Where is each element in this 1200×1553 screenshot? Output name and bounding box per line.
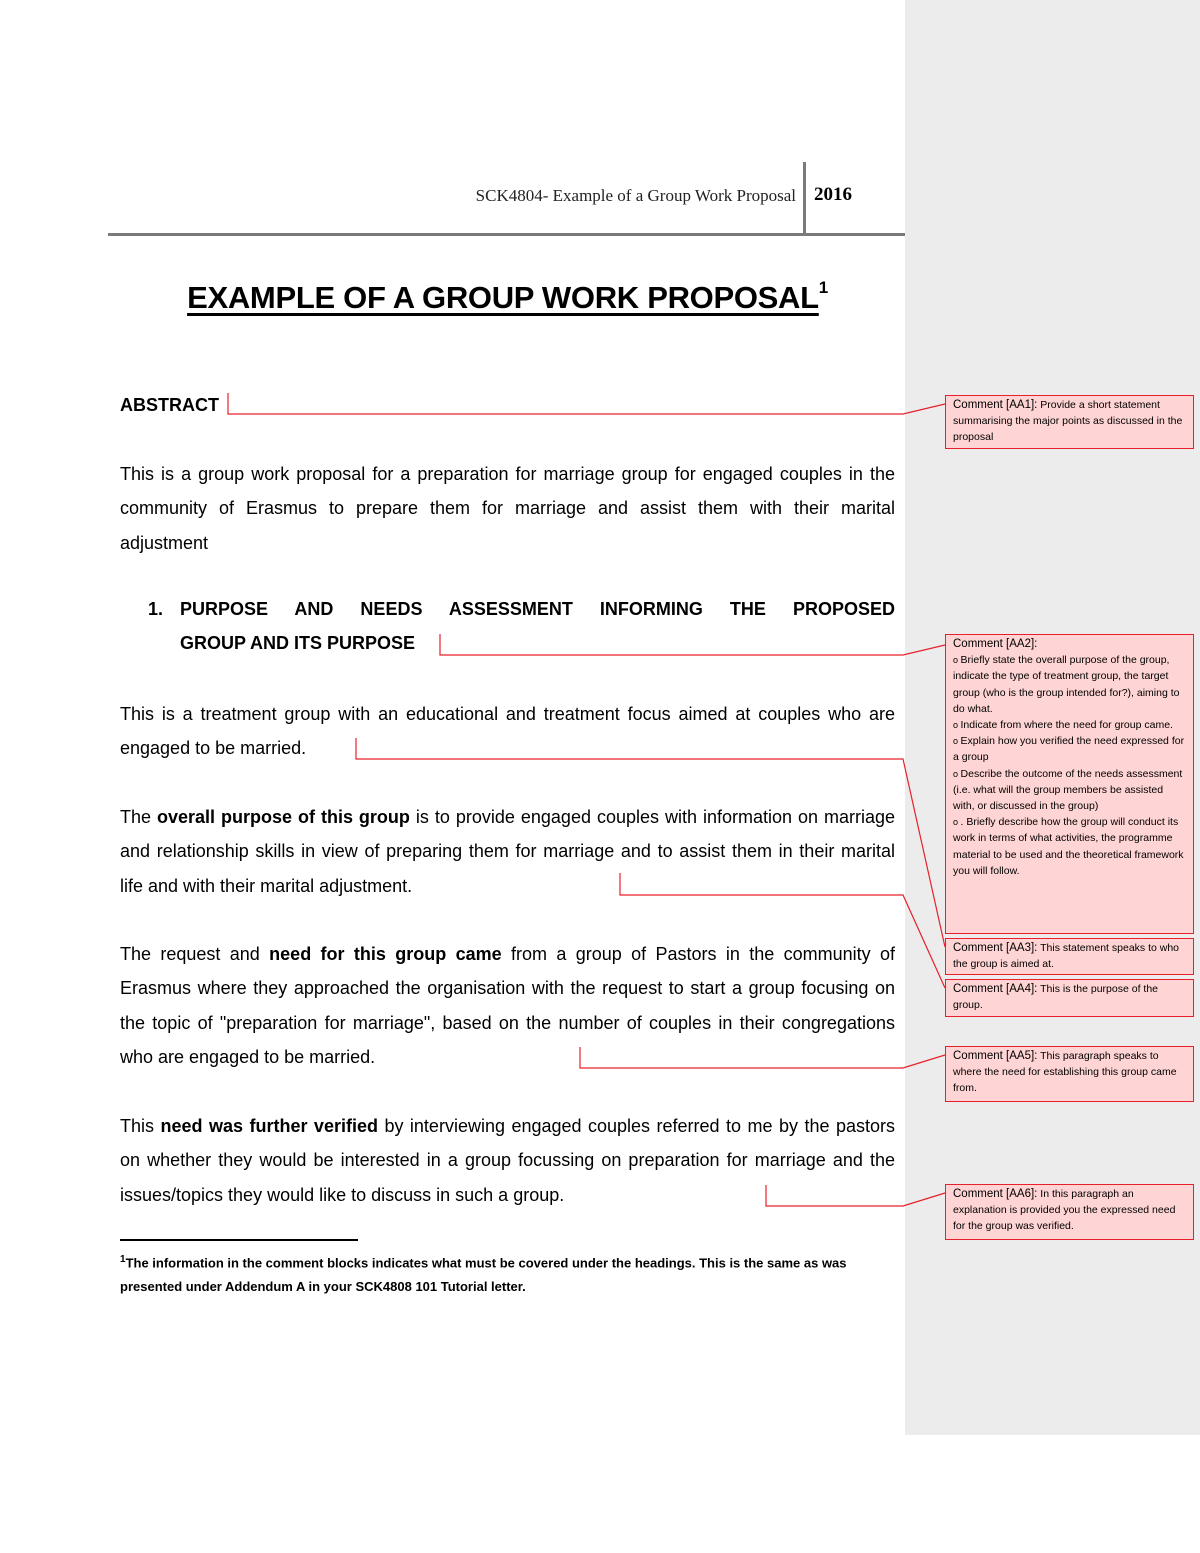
- comment-aa2-item: o Describe the outcome of the needs assessment (i.e. what will the group members be assisted with, or discussed in the group): [953, 766, 1187, 815]
- comment-aa2[interactable]: Comment [AA2]: o Briefly state the overall purpose of the group, indicate the type of treatment group, the target group (who is the group intended for?), aiming to do what. o Indicate from where the need for group came. o Explain how you verified the need expressed for a group o Describe the outcome of the needs assessment (i.e. what will the group members be assisted with, or discussed in the group) o . Briefly describe how the group will conduct its work in terms of what activities, the programme material to be used and the theoretical framework you will follow.: [945, 634, 1194, 934]
- need-emphasis: need for this group came: [269, 944, 502, 964]
- section1-heading-line1: PURPOSE AND NEEDS ASSESSMENT INFORMING THE PROPOSED: [180, 599, 895, 619]
- abstract-body: This is a group work proposal for a preparation for marriage group for engaged couples in the community of Erasmus to prepare them for marriage and assist them with their marital adjustment: [120, 464, 895, 553]
- comment-aa1[interactable]: Comment [AA1]: Provide a short statement summarising the major points as discussed in the proposal: [945, 395, 1194, 449]
- comment-aa2-item: o Indicate from where the need for group came.: [953, 717, 1187, 733]
- title-footnote-ref[interactable]: 1: [818, 277, 828, 297]
- section1-paragraph-verified: This need was further verified by interviewing engaged couples referred to me by the pastors on whether they would be interested in a group focussing on preparation for marriage and the issues/topics they would like to discuss in such a group.: [120, 1116, 895, 1205]
- comment-aa2-item: o . Briefly describe how the group will conduct its work in terms of what activities, the programme material to be used and the theoretical framework you will follow.: [953, 814, 1187, 879]
- section1-paragraph-target: This is a treatment group with an educational and treatment focus aimed at couples who are engaged to be married.: [120, 704, 895, 759]
- section1-heading-line2: GROUP AND ITS PURPOSE: [180, 633, 416, 654]
- footnote-number: 1: [120, 1254, 126, 1265]
- connector-aa1: [228, 393, 945, 414]
- connector-aa2: [440, 634, 945, 655]
- connector-aa4: [620, 873, 945, 988]
- document-title-text: EXAMPLE OF A GROUP WORK PROPOSAL: [187, 280, 819, 315]
- footnote-text: The information in the comment blocks indicates what must be covered under the headings. This is the same as was presented under Addendum A in your SCK4808 101 Tutorial letter.: [120, 1255, 847, 1295]
- comment-aa5[interactable]: Comment [AA5]: This paragraph speaks to where the need for establishing this group came from.: [945, 1046, 1194, 1102]
- comment-aa2-item: o Briefly state the overall purpose of the group, indicate the type of treatment group, the target group (who is the group intended for?), aiming to do what.: [953, 652, 1187, 717]
- comment-aa2-list: [953, 652, 1187, 879]
- purpose-emphasis: overall purpose of this group: [157, 807, 410, 827]
- comment-aa4[interactable]: Comment [AA4]: This is the purpose of the group.: [945, 979, 1194, 1017]
- abstract-heading: ABSTRACT: [120, 395, 219, 415]
- section1-paragraph-need: The request and need for this group came from a group of Pastors in the community of Erasmus where they approached the organisation with the request to start a group focusing on the topic of "preparation for marriage", based on the number of couples in their congregations who are engaged to be married.: [120, 944, 896, 1068]
- comment-aa3[interactable]: Comment [AA3]: This statement speaks to who the group is aimed at.: [945, 938, 1194, 975]
- section1-number: 1.: [148, 599, 164, 619]
- header-course-title: SCK4804- Example of a Group Work Proposal: [475, 186, 796, 205]
- header-year: 2016: [814, 184, 852, 205]
- section1-paragraph-purpose: The overall purpose of this group is to provide engaged couples with information on marriage and relationship skills in view of preparing them for marriage and to assist them in their marital life and with their marital adjustment.: [120, 807, 895, 896]
- connector-aa6: [766, 1185, 945, 1206]
- comment-aa2-item: o Explain how you verified the need expressed for a group: [953, 733, 1187, 765]
- connector-aa3: [356, 738, 945, 947]
- verified-emphasis: need was further verified: [160, 1116, 378, 1136]
- connector-aa5: [580, 1047, 945, 1068]
- comment-aa6[interactable]: Comment [AA6]: In this paragraph an explanation is provided you the expressed need for the group was verified.: [945, 1184, 1194, 1240]
